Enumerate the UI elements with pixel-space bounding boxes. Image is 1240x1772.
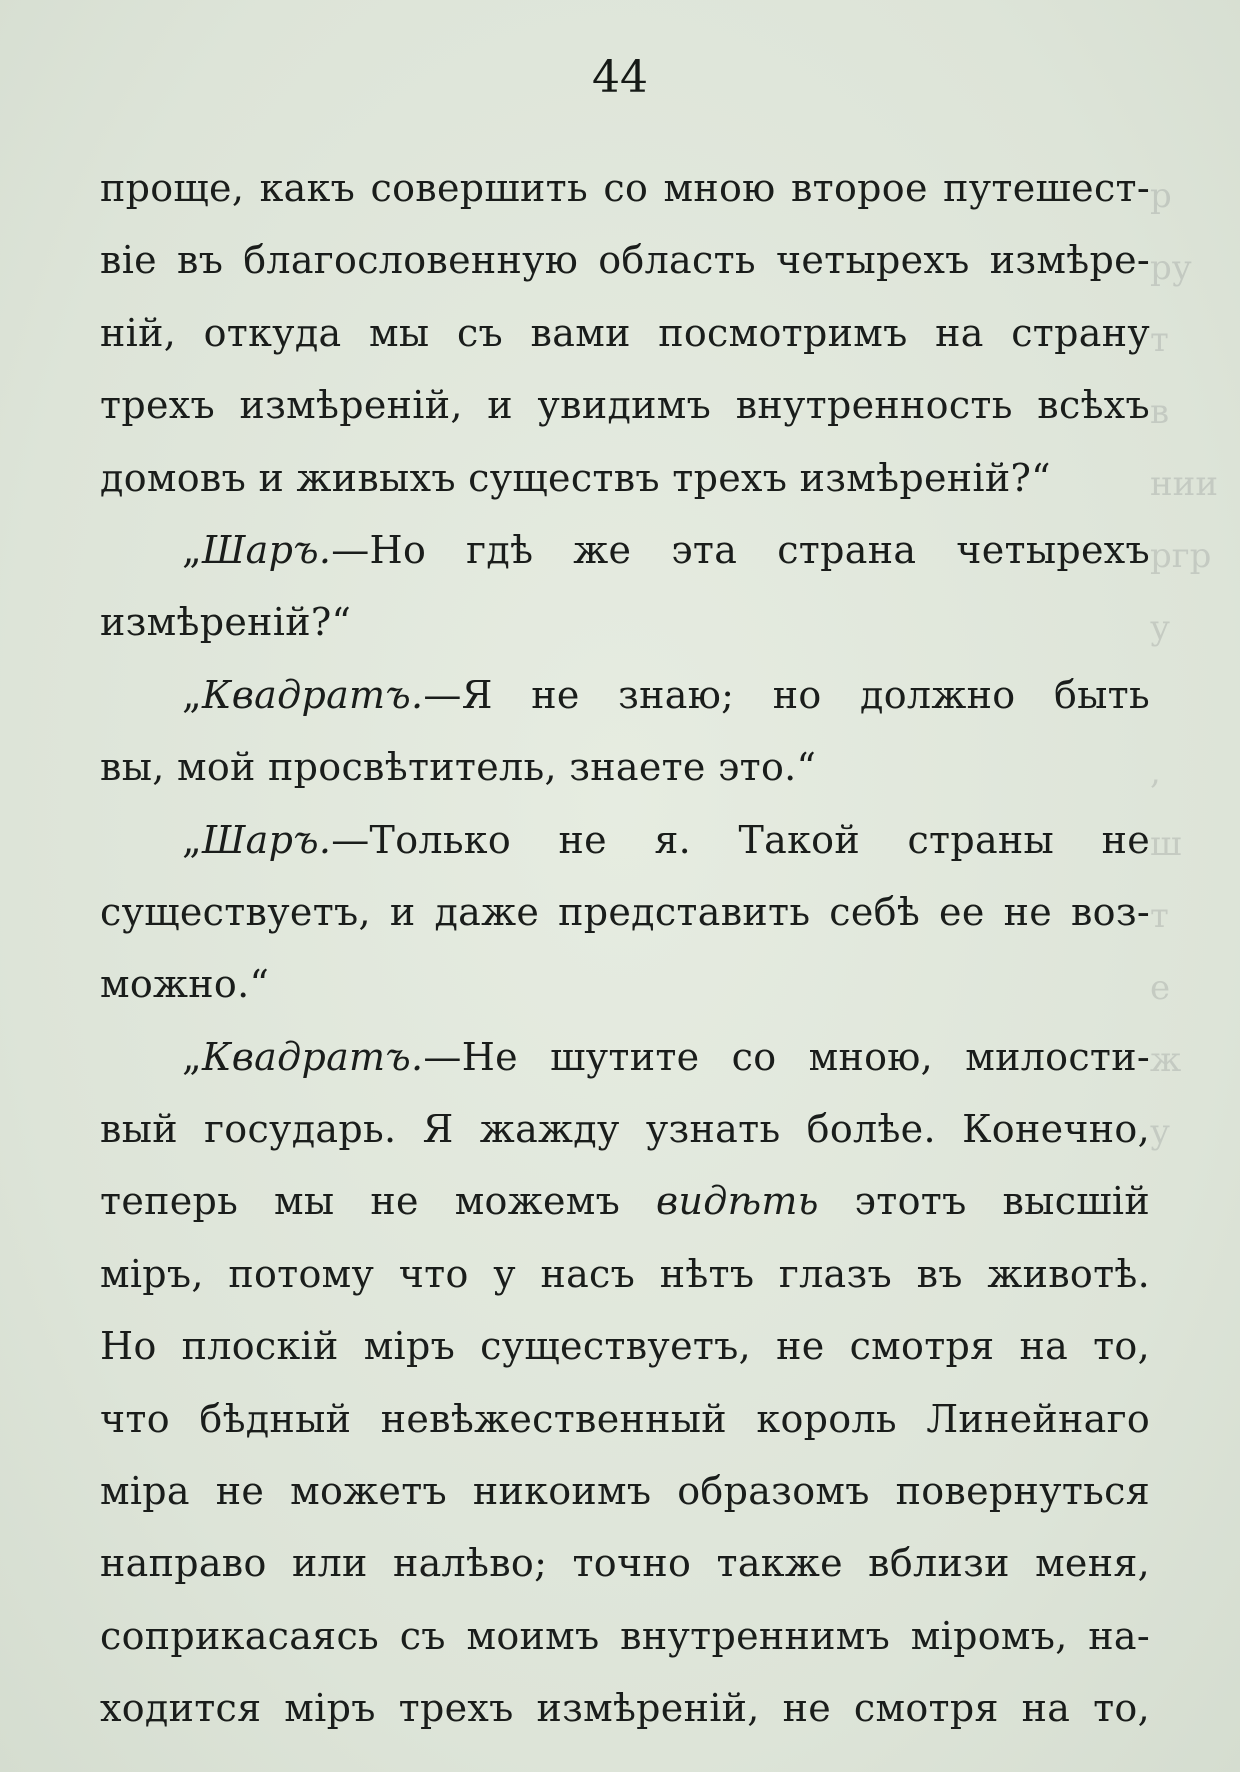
text-line: [100, 1021, 1150, 1093]
speaker-name: Шаръ.: [202, 527, 332, 572]
text-run: вый государь. Я жажду узнать болѣе. Конечно,: [100, 1107, 1150, 1152]
body-text: [100, 152, 1150, 1745]
text-line: [100, 659, 1150, 731]
speaker-name: Квадратъ.: [202, 1034, 424, 1079]
text-line: [100, 152, 1150, 224]
text-line: [100, 1238, 1150, 1310]
text-line: [100, 1455, 1150, 1527]
text-line: [100, 804, 1150, 876]
text-line: [100, 876, 1150, 948]
text-run: „: [182, 527, 202, 572]
text-line: [100, 514, 1150, 586]
text-run: существуетъ, и даже представить себѣ ее не воз-: [100, 889, 1150, 934]
text-run: „: [182, 1034, 202, 1079]
text-line: [100, 1093, 1150, 1165]
text-line: [100, 224, 1150, 296]
text-line: [100, 586, 1150, 658]
text-line: [100, 731, 1150, 803]
text-run: проще, какъ совершить со мною второе путешест-: [100, 166, 1150, 210]
text-line: [100, 1165, 1150, 1237]
text-run: —Не шутите со мною, милости-: [423, 1034, 1150, 1079]
speaker-name: Квадратъ.: [202, 672, 424, 717]
speaker-name: Шаръ.: [202, 817, 332, 862]
text-line: [100, 1672, 1150, 1744]
page-number: 44: [592, 52, 648, 103]
text-run: „: [182, 672, 202, 717]
text-run: трехъ измѣреній, и увидимъ внутренность всѣхъ: [100, 383, 1150, 428]
text-run: теперь мы не можемъ: [100, 1179, 657, 1224]
text-run: вы, мой просвѣтитель, знаете это.“: [100, 745, 817, 790]
text-run: соприкасаясь съ моимъ внутреннимъ міромъ, на-: [100, 1613, 1150, 1658]
text-line: [100, 442, 1150, 514]
text-line: [100, 948, 1150, 1020]
text-line: [100, 1600, 1150, 1672]
text-run: измѣреній?“: [100, 600, 352, 645]
text-line: [100, 1383, 1150, 1455]
text-run: Но плоскій міръ существуетъ, не смотря на то,: [100, 1324, 1150, 1369]
text-run: ходится міръ трехъ измѣреній, не смотря на то,: [100, 1686, 1150, 1731]
text-run: міра не можетъ никоимъ образомъ повернуться: [100, 1469, 1150, 1514]
text-run: домовъ и живыхъ существъ трехъ измѣреній?“: [100, 455, 1051, 500]
text-run: „: [182, 817, 202, 862]
text-run: что бѣдный невѣжественный король Линейнаго: [100, 1396, 1150, 1441]
text-run: —Только не я. Такой страны не: [331, 817, 1150, 862]
text-run: ній, откуда мы съ вами посмотримъ на страну: [100, 310, 1150, 355]
text-run: віе въ благословенную область четырехъ измѣре-: [100, 238, 1150, 283]
text-line: [100, 1527, 1150, 1599]
text-run: —Но гдѣ же эта страна четырехъ: [331, 527, 1150, 572]
text-line: [100, 369, 1150, 441]
text-run: направо или налѣво; точно также вблизи меня,: [100, 1541, 1150, 1586]
bleed-through-texture: р ру т в нии ргр у , ш т е ж у: [1150, 176, 1218, 1152]
emphasized-word: видѣть: [656, 1179, 819, 1224]
text-line: [100, 297, 1150, 369]
text-run: —Я не знаю; но должно быть: [423, 672, 1150, 717]
text-run: этотъ высшій: [818, 1179, 1150, 1224]
text-line: [100, 1310, 1150, 1382]
text-run: міръ, потому что у насъ нѣтъ глазъ въ животѣ.: [100, 1251, 1150, 1296]
text-run: можно.“: [100, 962, 270, 1007]
